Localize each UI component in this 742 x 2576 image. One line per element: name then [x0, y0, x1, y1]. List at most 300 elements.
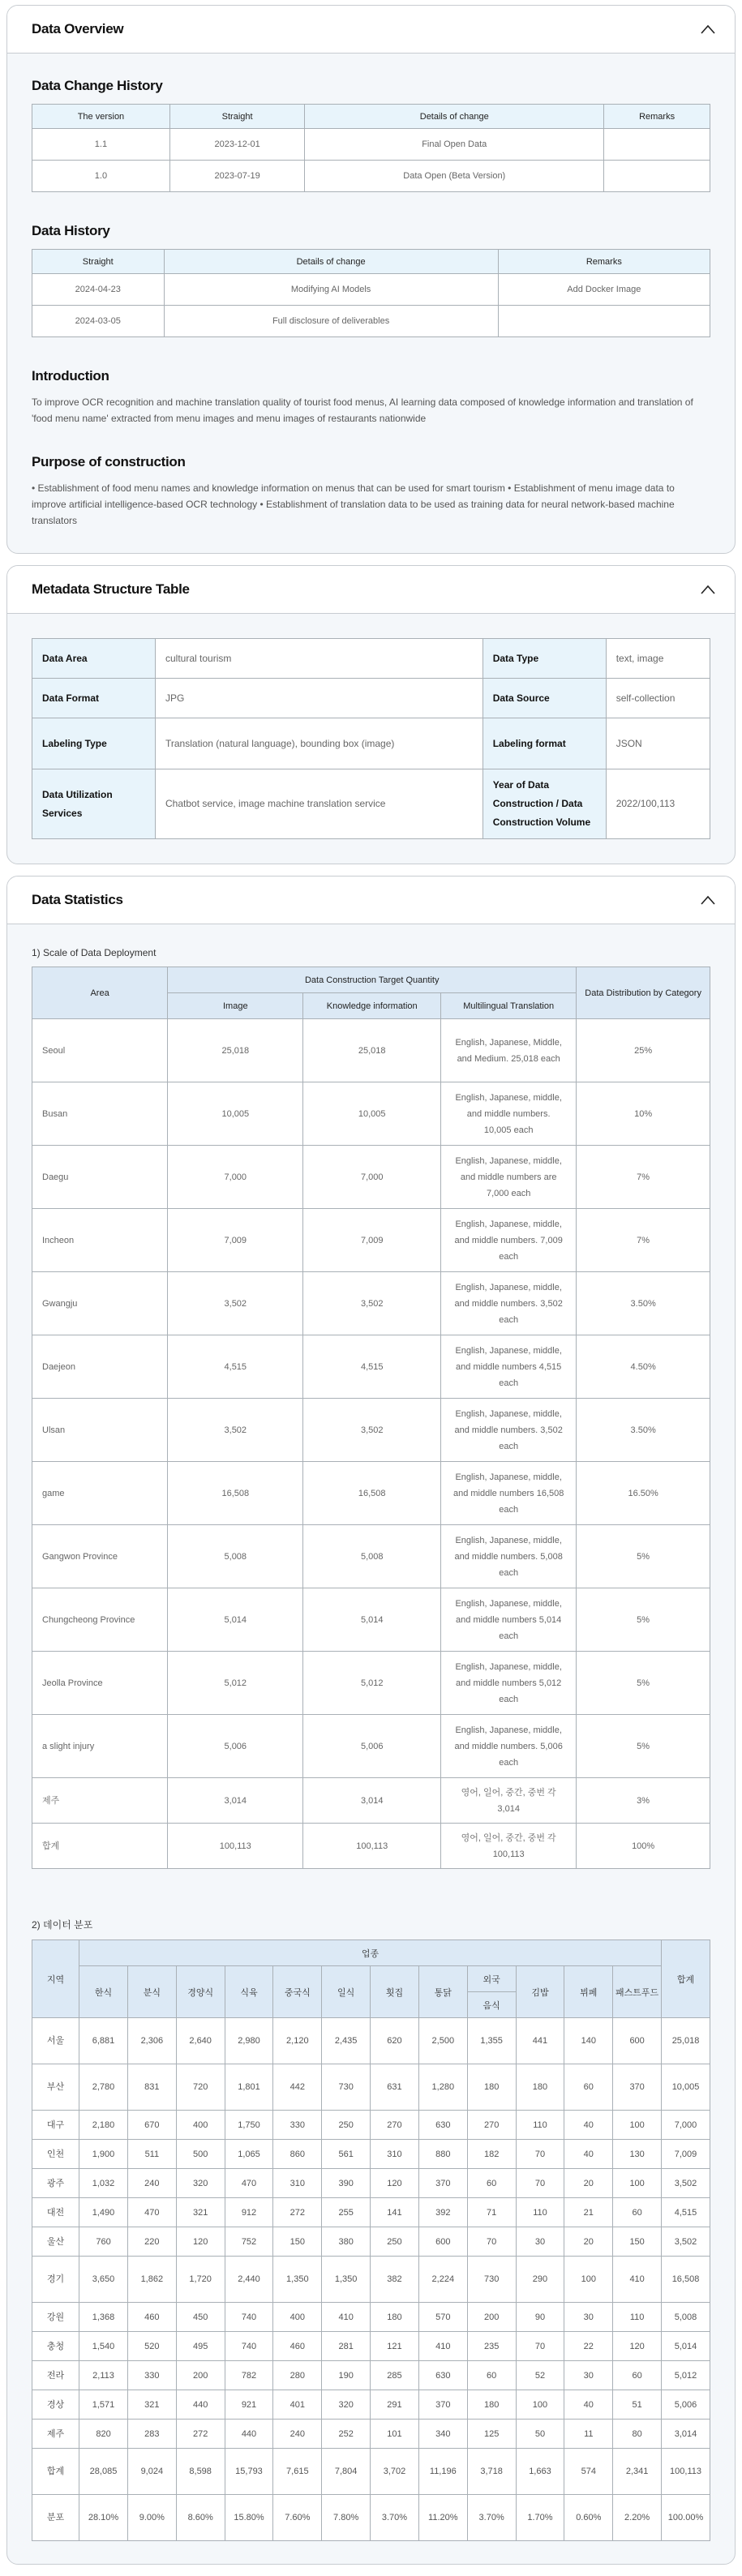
table-row: [32, 1824, 710, 1869]
metadata-header[interactable]: [7, 566, 735, 614]
table-cell: 5,014: [168, 1588, 303, 1652]
table-cell: 570: [418, 2303, 467, 2332]
table-row: [32, 2227, 710, 2257]
table-cell: 752: [225, 2227, 273, 2257]
table-cell: 22: [564, 2332, 613, 2361]
table-cell: 16,508: [662, 2257, 710, 2303]
table-cell: 235: [467, 2332, 516, 2361]
table-cell: 511: [127, 2140, 176, 2169]
table-cell: 2,640: [176, 2018, 225, 2064]
table-cell: 270: [467, 2111, 516, 2140]
table-cell: 283: [127, 2420, 176, 2449]
table-cell: 500: [176, 2140, 225, 2169]
table-cell: 320: [322, 2390, 371, 2420]
table-cell: 442: [273, 2064, 322, 2111]
table-cell: 10%: [577, 1082, 710, 1146]
table-cell: 51: [613, 2390, 662, 2420]
table-cell: 561: [322, 2140, 371, 2169]
table-cell: 190: [322, 2361, 371, 2390]
table-cell: 8,598: [176, 2449, 225, 2495]
table-cell: 7%: [577, 1146, 710, 1209]
table-cell: 1,065: [225, 2140, 273, 2169]
table-cell: 5,008: [168, 1525, 303, 1588]
table-cell: 70: [467, 2227, 516, 2257]
table-cell: 7,000: [168, 1146, 303, 1209]
table-cell: English, Japanese, middle, and middle numbers are 7,000 each: [441, 1146, 577, 1209]
table-cell: 620: [371, 2018, 419, 2064]
area-cell: game: [32, 1462, 168, 1525]
table-cell: 30: [564, 2303, 613, 2332]
table-cell: 20: [564, 2227, 613, 2257]
table-cell: 7,009: [168, 1209, 303, 1272]
table-cell: 5,012: [168, 1652, 303, 1715]
table-cell: 5,014: [303, 1588, 441, 1652]
table-cell: 330: [273, 2111, 322, 2140]
region-cell: 부산: [32, 2064, 79, 2111]
table-cell: 3,014: [303, 1778, 441, 1824]
table-row: [32, 1462, 710, 1525]
table-row: [32, 161, 710, 192]
table-cell: 1,355: [467, 2018, 516, 2064]
table-cell: 60: [467, 2169, 516, 2198]
table-cell: 4,515: [662, 2198, 710, 2227]
scale-label: 1) Scale of Data Deployment: [32, 947, 157, 958]
table-cell: 240: [127, 2169, 176, 2198]
table-cell: 120: [176, 2227, 225, 2257]
area-cell: Chungcheong Province: [32, 1588, 168, 1652]
table-cell: 860: [273, 2140, 322, 2169]
data-history-block: [32, 223, 710, 337]
table-cell: 2,113: [79, 2361, 128, 2390]
table-cell: 2023-12-01: [169, 129, 304, 161]
table-cell: 2,120: [273, 2018, 322, 2064]
table-row: [32, 1588, 710, 1652]
region-cell: 경기: [32, 2257, 79, 2303]
introduction-title: Introduction: [32, 368, 109, 384]
change-history-title: Data Change History: [32, 78, 163, 93]
table-cell: 5,012: [303, 1652, 441, 1715]
table-cell: 740: [225, 2303, 273, 2332]
table-cell: 1,663: [516, 2449, 564, 2495]
table-cell: 40: [564, 2390, 613, 2420]
area-cell: Daejeon: [32, 1335, 168, 1399]
metadata-value: text, image: [606, 639, 710, 679]
table-row: [32, 2390, 710, 2420]
table-row: [32, 2169, 710, 2198]
area-cell: Ulsan: [32, 1399, 168, 1462]
table-cell: English, Japanese, middle, and middle numbers 5,012 each: [441, 1652, 577, 1715]
table-cell: 70: [516, 2169, 564, 2198]
table-cell: 912: [225, 2198, 273, 2227]
column-header: Details of change: [305, 105, 604, 129]
table-cell: 120: [371, 2169, 419, 2198]
metadata-key: Data Type: [483, 639, 606, 679]
metadata-key: Labeling format: [483, 718, 606, 769]
table-cell: 30: [564, 2361, 613, 2390]
table-row: [32, 274, 710, 306]
area-cell: Jeolla Province: [32, 1652, 168, 1715]
region-cell: 광주: [32, 2169, 79, 2198]
table-cell: 2,780: [79, 2064, 128, 2111]
table-cell: 5,006: [168, 1715, 303, 1778]
scale-table: [32, 967, 710, 1869]
data-statistics-section: [6, 876, 736, 2565]
distribution-label: 2) 데이터 분포: [32, 1919, 93, 1931]
table-cell: 2,435: [322, 2018, 371, 2064]
table-cell: 120: [613, 2332, 662, 2361]
table-cell: 3,014: [168, 1778, 303, 1824]
table-cell: 16,508: [303, 1462, 441, 1525]
table-cell: 255: [322, 2198, 371, 2227]
table-cell: 180: [371, 2303, 419, 2332]
purpose-text: • Establishment of food menu names and knowledge information on menus that can be used for smart tourism • Establishment of menu image data to improve artificial intelligence-based OCR technology • Establishment of translation data to be used as training data for neural network-based machine translators: [32, 482, 675, 526]
area-cell: 합계: [32, 1824, 168, 1869]
column-header: Details of change: [164, 250, 498, 274]
purpose-block: [32, 454, 710, 529]
metadata-row: [32, 718, 710, 769]
table-cell: 380: [322, 2227, 371, 2257]
region-cell: 제주: [32, 2420, 79, 2449]
column-header: 한식: [79, 1966, 128, 2018]
table-cell: 100,113: [303, 1824, 441, 1869]
table-cell: 1.70%: [516, 2495, 564, 2541]
column-header: 횟집: [371, 1966, 419, 2018]
table-cell: 410: [322, 2303, 371, 2332]
table-row: [32, 2449, 710, 2495]
table-cell: 252: [322, 2420, 371, 2449]
table-cell: 5,012: [662, 2361, 710, 2390]
metadata-row: [32, 769, 710, 839]
table-cell: 310: [273, 2169, 322, 2198]
table-cell: 5%: [577, 1715, 710, 1778]
table-cell: 281: [322, 2332, 371, 2361]
table-row: [32, 2420, 710, 2449]
area-cell: 제주: [32, 1778, 168, 1824]
data-overview-header[interactable]: [7, 6, 735, 54]
region-cell: 대구: [32, 2111, 79, 2140]
table-cell: 3.70%: [371, 2495, 419, 2541]
table-cell: 1,862: [127, 2257, 176, 2303]
table-cell: Full disclosure of deliverables: [164, 306, 498, 337]
table-cell: 460: [273, 2332, 322, 2361]
table-cell: 150: [273, 2227, 322, 2257]
table-cell: Data Open (Beta Version): [305, 161, 604, 192]
table-cell: 831: [127, 2064, 176, 2111]
table-cell: 5,006: [662, 2390, 710, 2420]
table-cell: 100.00%: [662, 2495, 710, 2541]
data-statistics-header[interactable]: [7, 877, 735, 924]
column-header: Knowledge information: [303, 993, 441, 1019]
header-distribution: Data Distribution by Category: [577, 967, 710, 1019]
table-cell: 631: [371, 2064, 419, 2111]
distribution-table: [32, 1940, 710, 2541]
table-cell: 7,000: [303, 1146, 441, 1209]
table-cell: 820: [79, 2420, 128, 2449]
table-row: [32, 2140, 710, 2169]
area-cell: Daegu: [32, 1146, 168, 1209]
table-cell: 16.50%: [577, 1462, 710, 1525]
table-cell: 460: [127, 2303, 176, 2332]
table-cell: 11,196: [418, 2449, 467, 2495]
table-cell: 670: [127, 2111, 176, 2140]
table-row: [32, 1019, 710, 1082]
column-header: The version: [32, 105, 170, 129]
table-cell: 370: [418, 2390, 467, 2420]
table-cell: English, Japanese, middle, and middle numbers. 7,009 each: [441, 1209, 577, 1272]
region-cell: 합계: [32, 2449, 79, 2495]
area-cell: Busan: [32, 1082, 168, 1146]
header-region: 지역: [32, 1940, 79, 2018]
table-cell: 5%: [577, 1588, 710, 1652]
table-cell: 50: [516, 2420, 564, 2449]
table-cell: 441: [516, 2018, 564, 2064]
table-cell: 16,508: [168, 1462, 303, 1525]
table-cell: 5,014: [662, 2332, 710, 2361]
table-cell: 100,113: [168, 1824, 303, 1869]
table-cell: 40: [564, 2111, 613, 2140]
metadata-value: cultural tourism: [156, 639, 483, 679]
table-row: [32, 1652, 710, 1715]
table-cell: 495: [176, 2332, 225, 2361]
region-cell: 충청: [32, 2332, 79, 2361]
column-header: Remarks: [498, 250, 710, 274]
table-row: [32, 2361, 710, 2390]
table-cell: 3,718: [467, 2449, 516, 2495]
table-cell: 2,440: [225, 2257, 273, 2303]
table-cell: 7,000: [662, 2111, 710, 2140]
table-cell: 40: [564, 2140, 613, 2169]
metadata-key: Data Format: [32, 679, 156, 718]
table-cell: 28.10%: [79, 2495, 128, 2541]
table-cell: 180: [467, 2064, 516, 2111]
header-total: 합계: [662, 1940, 710, 2018]
table-cell: 80: [613, 2420, 662, 2449]
table-cell: 250: [322, 2111, 371, 2140]
table-cell: 401: [273, 2390, 322, 2420]
data-history-table: [32, 249, 710, 337]
table-cell: 3,502: [303, 1399, 441, 1462]
table-cell: [498, 306, 710, 337]
table-row: [32, 1715, 710, 1778]
metadata-row: [32, 639, 710, 679]
table-row: [32, 2018, 710, 2064]
column-header: 경양식: [176, 1966, 225, 2018]
table-cell: 1,540: [79, 2332, 128, 2361]
table-cell: 2,224: [418, 2257, 467, 2303]
table-cell: 2024-04-23: [32, 274, 165, 306]
table-row: [32, 1778, 710, 1824]
table-cell: 7.60%: [273, 2495, 322, 2541]
table-cell: 2,180: [79, 2111, 128, 2140]
metadata-value: JSON: [606, 718, 710, 769]
table-cell: 25,018: [303, 1019, 441, 1082]
table-cell: 20: [564, 2169, 613, 2198]
table-cell: 1,750: [225, 2111, 273, 2140]
table-cell: 4,515: [303, 1335, 441, 1399]
table-cell: 2024-03-05: [32, 306, 165, 337]
metadata-key: Data Utilization Services: [32, 769, 156, 839]
table-cell: 3,702: [371, 2449, 419, 2495]
table-cell: 5,008: [303, 1525, 441, 1588]
table-cell: 450: [176, 2303, 225, 2332]
table-cell: 2,500: [418, 2018, 467, 2064]
change-history-table: [32, 104, 710, 192]
table-cell: 330: [127, 2361, 176, 2390]
column-header: 패스트푸드: [613, 1966, 662, 2018]
table-cell: 100%: [577, 1824, 710, 1869]
table-cell: 370: [613, 2064, 662, 2111]
metadata-section: [6, 565, 736, 864]
table-cell: 740: [225, 2332, 273, 2361]
table-cell: 110: [516, 2111, 564, 2140]
table-cell: 60: [613, 2361, 662, 2390]
metadata-value: Chatbot service, image machine translation service: [156, 769, 483, 839]
table-cell: 70: [516, 2140, 564, 2169]
table-cell: 760: [79, 2227, 128, 2257]
table-cell: 125: [467, 2420, 516, 2449]
region-cell: 강원: [32, 2303, 79, 2332]
region-cell: 분포: [32, 2495, 79, 2541]
table-cell: 272: [273, 2198, 322, 2227]
table-row: [32, 1209, 710, 1272]
introduction-block: [32, 368, 710, 426]
table-cell: 1,801: [225, 2064, 273, 2111]
column-header: 중국식: [273, 1966, 322, 2018]
table-cell: 1,900: [79, 2140, 128, 2169]
table-cell: 180: [467, 2390, 516, 2420]
column-header: Straight: [32, 250, 165, 274]
table-row: [32, 2064, 710, 2111]
column-header: Multilingual Translation: [441, 993, 577, 1019]
table-cell: 5%: [577, 1525, 710, 1588]
table-cell: 272: [176, 2420, 225, 2449]
table-cell: 470: [127, 2198, 176, 2227]
table-cell: 영어, 일어, 중간, 중번 각 3,014: [441, 1778, 577, 1824]
table-cell: 3,502: [168, 1272, 303, 1335]
table-cell: 630: [418, 2361, 467, 2390]
region-cell: 울산: [32, 2227, 79, 2257]
table-cell: 440: [225, 2420, 273, 2449]
table-cell: 410: [418, 2332, 467, 2361]
chevron-up-icon[interactable]: [699, 20, 717, 38]
table-cell: 7,804: [322, 2449, 371, 2495]
area-cell: Gangwon Province: [32, 1525, 168, 1588]
table-cell: English, Japanese, middle, and middle numbers. 10,005 each: [441, 1082, 577, 1146]
table-cell: 340: [418, 2420, 467, 2449]
table-cell: 730: [467, 2257, 516, 2303]
table-cell: 7.80%: [322, 2495, 371, 2541]
table-cell: 2,980: [225, 2018, 273, 2064]
table-row: [32, 1272, 710, 1335]
table-cell: 71: [467, 2198, 516, 2227]
change-history-block: [32, 78, 710, 192]
table-cell: 782: [225, 2361, 273, 2390]
region-cell: 인천: [32, 2140, 79, 2169]
metadata-key: Year of Data Construction / Data Construction Volume: [483, 769, 606, 839]
table-cell: 1.1: [32, 129, 170, 161]
table-cell: 392: [418, 2198, 467, 2227]
table-cell: 60: [467, 2361, 516, 2390]
table-row: [32, 1335, 710, 1399]
table-cell: 291: [371, 2390, 419, 2420]
chevron-up-icon[interactable]: [699, 581, 717, 598]
table-cell: English, Japanese, middle, and middle numbers. 5,006 each: [441, 1715, 577, 1778]
table-cell: 3,650: [79, 2257, 128, 2303]
table-cell: English, Japanese, middle, and middle numbers 4,515 each: [441, 1335, 577, 1399]
table-cell: 3,502: [662, 2169, 710, 2198]
table-cell: English, Japanese, middle, and middle numbers 5,014 each: [441, 1588, 577, 1652]
metadata-key: Data Source: [483, 679, 606, 718]
table-row: [32, 1525, 710, 1588]
metadata-value: Translation (natural language), bounding box (image): [156, 718, 483, 769]
table-cell: 2,341: [613, 2449, 662, 2495]
table-cell: Add Docker Image: [498, 274, 710, 306]
region-cell: 전라: [32, 2361, 79, 2390]
region-cell: 대전: [32, 2198, 79, 2227]
metadata-key: Labeling Type: [32, 718, 156, 769]
table-cell: [604, 161, 710, 192]
table-cell: 100,113: [662, 2449, 710, 2495]
table-cell: 28,085: [79, 2449, 128, 2495]
table-cell: 321: [127, 2390, 176, 2420]
table-cell: 630: [418, 2111, 467, 2140]
table-cell: 52: [516, 2361, 564, 2390]
table-cell: 110: [613, 2303, 662, 2332]
section-title: Data Statistics: [32, 892, 123, 907]
header-target-quantity: Data Construction Target Quantity: [168, 967, 577, 993]
table-row: [32, 1146, 710, 1209]
header-industry: 업종: [79, 1940, 662, 1966]
table-cell: 영어, 일어, 중간, 중번 각 100,113: [441, 1824, 577, 1869]
table-cell: 25,018: [168, 1019, 303, 1082]
introduction-text: To improve OCR recognition and machine translation quality of tourist food menus, AI learning data composed of knowledge information and translation of 'food menu name' extracted from menu images and menu images of restaurants nationwide: [32, 396, 693, 424]
table-cell: 25,018: [662, 2018, 710, 2064]
table-cell: 280: [273, 2361, 322, 2390]
chevron-up-icon[interactable]: [699, 891, 717, 909]
table-cell: 321: [176, 2198, 225, 2227]
table-cell: 310: [371, 2140, 419, 2169]
table-cell: 3.50%: [577, 1399, 710, 1462]
table-cell: 4.50%: [577, 1335, 710, 1399]
table-cell: 2,306: [127, 2018, 176, 2064]
table-cell: 2023-07-19: [169, 161, 304, 192]
column-header: 김밥: [516, 1966, 564, 2018]
table-cell: 2.20%: [613, 2495, 662, 2541]
area-cell: Gwangju: [32, 1272, 168, 1335]
column-header: 음식: [467, 1992, 516, 2018]
table-cell: English, Japanese, middle, and middle numbers. 3,502 each: [441, 1272, 577, 1335]
table-cell: 7,009: [303, 1209, 441, 1272]
table-cell: 7%: [577, 1209, 710, 1272]
table-row: [32, 2198, 710, 2227]
table-cell: 1,032: [79, 2169, 128, 2198]
table-cell: 1,490: [79, 2198, 128, 2227]
table-cell: 270: [371, 2111, 419, 2140]
metadata-value: self-collection: [606, 679, 710, 718]
column-header: 일식: [322, 1966, 371, 2018]
table-cell: 3,014: [662, 2420, 710, 2449]
table-cell: 1.0: [32, 161, 170, 192]
table-cell: 9,024: [127, 2449, 176, 2495]
table-cell: 3,502: [168, 1399, 303, 1462]
data-history-title: Data History: [32, 223, 110, 238]
table-cell: 250: [371, 2227, 419, 2257]
table-cell: 1,350: [322, 2257, 371, 2303]
table-cell: [604, 129, 710, 161]
table-cell: 720: [176, 2064, 225, 2111]
area-cell: Incheon: [32, 1209, 168, 1272]
area-cell: Seoul: [32, 1019, 168, 1082]
